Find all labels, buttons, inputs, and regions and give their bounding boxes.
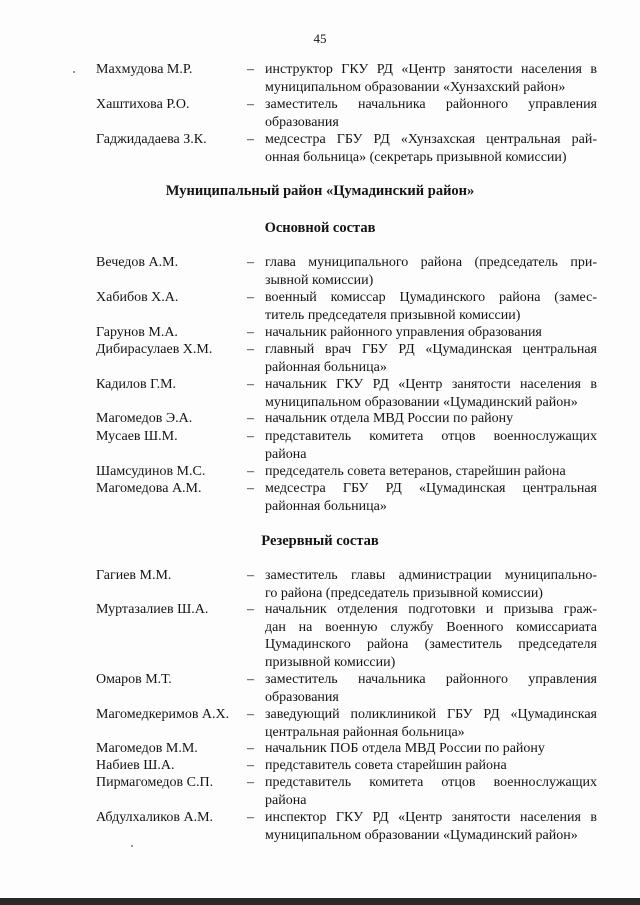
member-role-line: представитель комитета отцов военнослужащих bbox=[265, 429, 597, 444]
member-role bbox=[265, 809, 597, 844]
member-role-line: образования bbox=[265, 114, 339, 130]
member-role-line: начальник ГКУ РД «Центр занятости населения в bbox=[265, 377, 597, 392]
dash-separator: – bbox=[247, 672, 254, 687]
member-role-line: военный комиссар Цумадинского района (замес- bbox=[265, 290, 597, 305]
member-name: Пирмагомедов С.П. bbox=[96, 775, 214, 790]
member-role-line: представитель комитета отцов военнослужащих bbox=[265, 775, 597, 790]
member-role-line: районная больница» bbox=[265, 359, 387, 375]
dash-separator: – bbox=[247, 325, 254, 340]
member-name: Магомедов М.М. bbox=[96, 741, 198, 756]
member-role bbox=[265, 96, 597, 131]
main-composition-heading: Основной состав bbox=[264, 220, 376, 236]
member-role-line: района bbox=[265, 446, 307, 462]
member-name: Омаров М.Т. bbox=[96, 672, 172, 687]
member-role bbox=[265, 289, 597, 324]
member-role-line: медсестра ГБУ РД «Хунзахская центральная рай- bbox=[265, 132, 597, 147]
member-role-line: заместитель начальника районного управления bbox=[265, 672, 597, 687]
member-role bbox=[265, 567, 597, 602]
member-name: Шамсудинов М.С. bbox=[96, 464, 206, 479]
member-name: Магомедова А.М. bbox=[96, 481, 202, 496]
member-role-line: заместитель начальника районного управления bbox=[265, 97, 597, 112]
member-name: Набиев Ш.А. bbox=[96, 758, 175, 773]
member-name: Хабибов Х.А. bbox=[96, 290, 179, 305]
dash-separator: – bbox=[247, 707, 254, 722]
scan-speck bbox=[131, 845, 133, 847]
member-role-line: инструктор ГКУ РД «Центр занятости населения в bbox=[265, 62, 597, 77]
scan-speck bbox=[73, 71, 75, 73]
member-role bbox=[265, 480, 597, 515]
member-name: Гаджидадаева З.К. bbox=[96, 132, 207, 147]
member-role bbox=[265, 706, 597, 741]
member-role-line: дан на военную службу Военного комиссариата bbox=[265, 619, 597, 635]
dash-separator: – bbox=[247, 132, 254, 147]
member-role bbox=[265, 61, 597, 96]
member-name: Махмудова М.Р. bbox=[96, 62, 193, 77]
scan-bottom-edge bbox=[0, 898, 640, 905]
dash-separator: – bbox=[247, 342, 254, 357]
dash-separator: – bbox=[247, 602, 254, 617]
dash-separator: – bbox=[247, 775, 254, 790]
member-role-line: онная больница» (секретарь призывной комиссии) bbox=[265, 149, 567, 165]
dash-separator: – bbox=[247, 758, 254, 773]
member-role-line: главный врач ГБУ РД «Цумадинская центральная bbox=[265, 342, 597, 357]
member-role-line: муниципальном образовании «Цумадинский район» bbox=[265, 827, 578, 843]
member-role-line: инспектор ГКУ РД «Центр занятости населения в bbox=[265, 810, 597, 825]
member-role-line: центральная районная больница» bbox=[265, 724, 465, 740]
member-role-line: заместитель главы администрации муниципально- bbox=[265, 568, 597, 583]
reserve-composition-heading: Резервный состав bbox=[261, 533, 379, 549]
member-name: Хаштихова Р.О. bbox=[96, 97, 190, 112]
member-name: Гарунов М.А. bbox=[96, 325, 178, 340]
member-role-line: образования bbox=[265, 689, 339, 705]
member-name: Дибирасулаев Х.М. bbox=[96, 342, 213, 357]
member-role bbox=[265, 324, 597, 342]
member-role bbox=[265, 410, 597, 428]
member-role-line: титель председателя призывной комиссии) bbox=[265, 307, 521, 323]
dash-separator: – bbox=[247, 810, 254, 825]
member-role bbox=[265, 671, 597, 706]
dash-separator: – bbox=[247, 464, 254, 479]
member-role bbox=[265, 601, 597, 671]
dash-separator: – bbox=[247, 377, 254, 392]
member-role bbox=[265, 131, 597, 166]
member-role-line: начальник отделения подготовки и призыва граж- bbox=[265, 602, 597, 617]
member-name: Вечедов А.М. bbox=[96, 255, 179, 270]
dash-separator: – bbox=[247, 62, 254, 77]
member-role-line: глава муниципального района (председатель при- bbox=[265, 255, 597, 270]
member-role-line: призывной комиссии) bbox=[265, 654, 396, 670]
district-heading: Муниципальный район «Цумадинский район» bbox=[165, 183, 475, 199]
member-role bbox=[265, 463, 597, 481]
member-role bbox=[265, 740, 597, 758]
dash-separator: – bbox=[247, 481, 254, 496]
member-role bbox=[265, 254, 597, 289]
member-role-line: начальник районного управления образования bbox=[265, 325, 542, 340]
member-role-line: муниципальном образовании «Хунзахский район» bbox=[265, 79, 566, 95]
member-role-line: начальник отдела МВД России по району bbox=[265, 411, 514, 426]
dash-separator: – bbox=[247, 411, 254, 426]
member-role bbox=[265, 757, 597, 775]
member-name: Магомедкеримов А.Х. bbox=[96, 707, 230, 722]
dash-separator: – bbox=[247, 290, 254, 305]
member-role-line: председатель совета ветеранов, старейшин района bbox=[265, 464, 566, 479]
member-role-line: Цумадинского района (заместитель председателя bbox=[265, 637, 597, 653]
member-name: Гагиев М.М. bbox=[96, 568, 172, 583]
member-role-line: начальник ПОБ отдела МВД России по району bbox=[265, 741, 545, 756]
member-role-line: муниципальном образовании «Цумадинский район» bbox=[265, 394, 578, 410]
member-name: Мусаев Ш.М. bbox=[96, 429, 178, 444]
member-role-line: районная больница» bbox=[265, 498, 387, 514]
member-role-line: представитель совета старейшин района bbox=[265, 758, 507, 773]
member-role-line: района bbox=[265, 792, 307, 808]
member-role-line: заведующий поликлиникой ГБУ РД «Цумадинская bbox=[265, 707, 597, 722]
member-role bbox=[265, 376, 597, 411]
dash-separator: – bbox=[247, 568, 254, 583]
member-role bbox=[265, 341, 597, 376]
member-role-line: медсестра ГБУ РД «Цумадинская центральная bbox=[265, 481, 597, 496]
dash-separator: – bbox=[247, 255, 254, 270]
member-name: Муртазалиев Ш.А. bbox=[96, 602, 209, 617]
dash-separator: – bbox=[247, 97, 254, 112]
dash-separator: – bbox=[247, 741, 254, 756]
member-name: Абдулхаликов А.М. bbox=[96, 810, 214, 825]
member-role bbox=[265, 774, 597, 809]
dash-separator: – bbox=[247, 429, 254, 444]
member-name: Магомедов Э.А. bbox=[96, 411, 193, 426]
member-role-line: зывной комиссии) bbox=[265, 272, 374, 288]
member-role-line: го района (председатель призывной комиссии) bbox=[265, 585, 543, 601]
page-number: 45 bbox=[313, 31, 327, 46]
member-name: Кадилов Г.М. bbox=[96, 377, 177, 392]
member-role bbox=[265, 428, 597, 463]
